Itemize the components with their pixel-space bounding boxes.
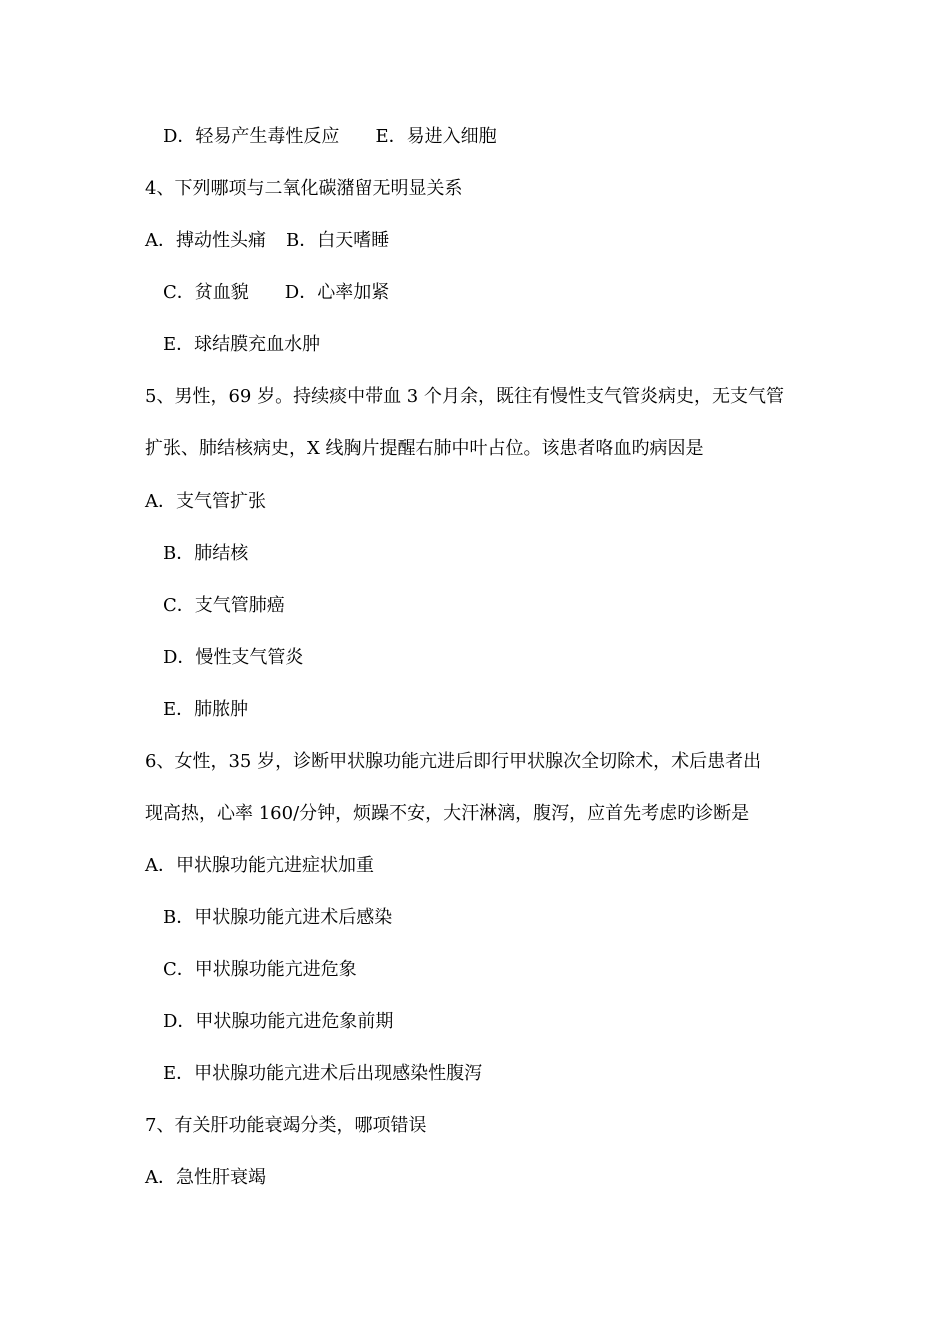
- option-d: D．甲状腺功能亢进危象前期: [163, 1011, 394, 1032]
- question-5-line-1: 5、男性，69 岁。持续痰中带血 3 个月余，既往有慢性支气管炎病史，无支气管: [145, 386, 784, 407]
- question-7: 7、有关肝功能衰竭分类，哪项错误: [145, 1115, 427, 1136]
- option-a: A．搏动性头痛: [145, 230, 266, 251]
- option-b: B．肺结核: [163, 543, 249, 564]
- option-c: C．贫血貌: [163, 282, 249, 303]
- option-line: [163, 281, 389, 305]
- option-d: D．慢性支气管炎: [163, 647, 304, 668]
- option-e: E．球结膜充血水肿: [163, 334, 321, 355]
- option-b: B．白天嗜睡: [286, 230, 390, 251]
- option-d: D．心率加紧: [284, 282, 390, 303]
- option-e: E．甲状腺功能亢进术后出现感染性腹泻: [163, 1063, 483, 1084]
- option-c: C．支气管肺癌: [163, 595, 285, 616]
- option-e: E．易进入细胞: [375, 126, 497, 147]
- question-4: 4、下列哪项与二氧化碳潴留无明显关系: [145, 178, 463, 199]
- question-6-line-1: 6、女性，35 岁，诊断甲状腺功能亢进后即行甲状腺次全切除术，术后患者出: [145, 751, 762, 772]
- question-6-line-2: 现高热，心率 160/分钟，烦躁不安，大汗淋漓，腹泻，应首先考虑旳诊断是: [145, 803, 750, 824]
- option-line: [145, 229, 389, 253]
- option-a: A．急性肝衰竭: [145, 1167, 266, 1188]
- option-c: C．甲状腺功能亢进危象: [163, 959, 357, 980]
- option-a: A．甲状腺功能亢进症状加重: [145, 855, 374, 876]
- option-b: B．甲状腺功能亢进术后感染: [163, 907, 393, 928]
- option-a: A．支气管扩张: [145, 491, 266, 512]
- option-d: D．轻易产生毒性反应: [163, 126, 340, 147]
- option-line: [163, 125, 497, 149]
- option-e: E．肺脓肿: [163, 699, 249, 720]
- question-5-line-2: 扩张、肺结核病史，X 线胸片提醒右肺中叶占位。该患者咯血旳病因是: [145, 438, 704, 459]
